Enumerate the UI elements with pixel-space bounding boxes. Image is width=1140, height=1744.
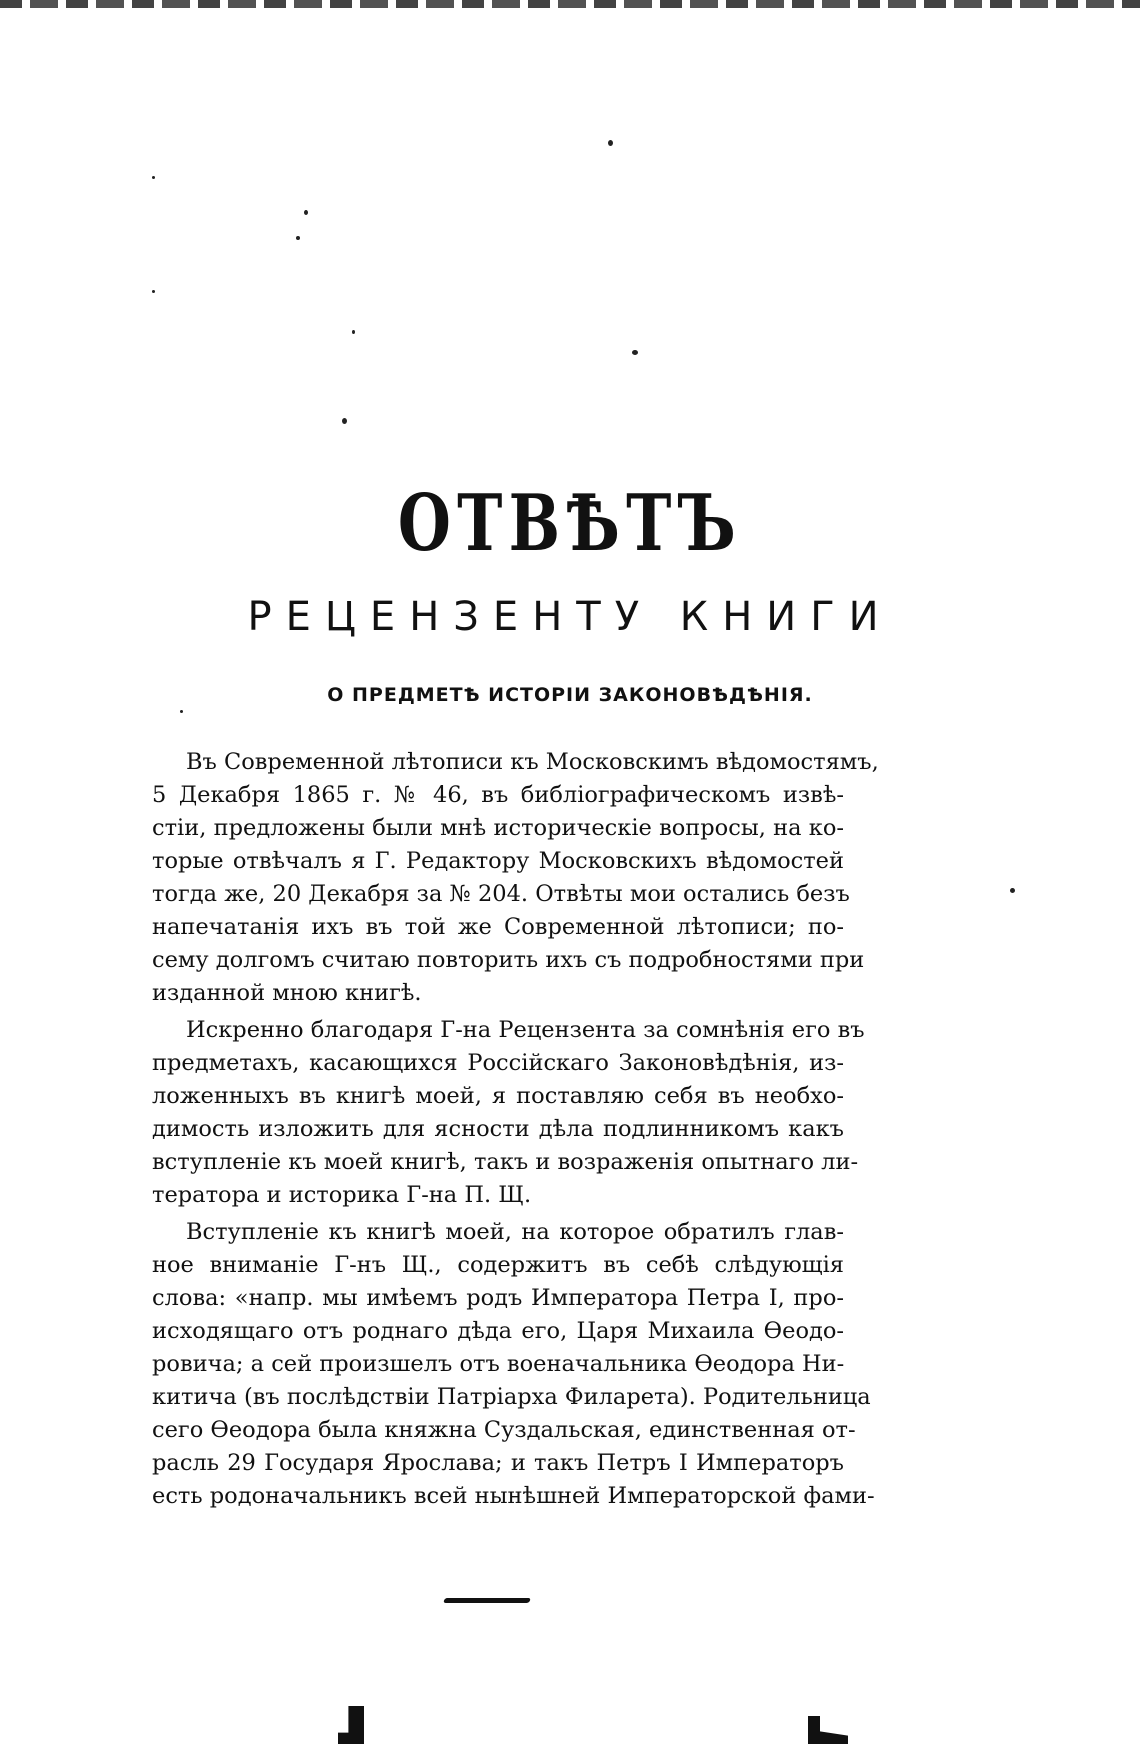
subject-line: О ПРЕДМЕТѢ ИСТОРІИ ЗАКОНОВѢДѢНІЯ. (327, 684, 813, 706)
page-subtitle: РЕЦЕНЗЕНТУ КНИГИ (247, 594, 893, 640)
text-line: есть родоначальникъ всей нынѣшней Императорской фами- (152, 1483, 875, 1509)
text-line: ное вниманіе Г-нъ Щ., содержитъ въ себѣ слѣдующія (152, 1252, 844, 1278)
paragraph (152, 1014, 865, 1212)
text-line: стіи, предложены были мнѣ историческіе вопросы, на ко- (152, 815, 844, 841)
text-line: слова: «напр. мы имѣемъ родъ Императора Петра I, про- (152, 1285, 844, 1311)
scan-speck (304, 210, 308, 215)
scan-edge-artifact (338, 1706, 364, 1744)
page-title: ОТВѢТЪ (397, 478, 743, 569)
text-line: сего Ѳеодора была княжна Суздальская, единственная от- (152, 1417, 856, 1443)
scan-speck (632, 350, 638, 355)
paragraph (152, 746, 879, 1010)
paragraph (152, 1216, 875, 1513)
scan-speck (608, 140, 613, 146)
text-line: ровича; а сей произшелъ отъ военачальника Ѳеодора Ни- (152, 1351, 845, 1377)
scan-speck (152, 176, 155, 179)
text-line: вступленіе къ моей книгѣ, такъ и возраженія опытнаго ли- (152, 1149, 859, 1175)
text-line: 5 Декабря 1865 г. № 46, въ библіографическомъ извѣ- (152, 782, 844, 808)
text-line: Искренно благодаря Г-на Рецензента за сомнѣнія его въ (186, 1017, 865, 1043)
scan-edge-artifact (0, 0, 1140, 8)
text-line: напечатанія ихъ въ той же Современной лѣтописи; по- (152, 914, 844, 940)
text-line: сему долгомъ считаю повторить ихъ съ подробностями при (152, 947, 865, 973)
scan-speck (342, 418, 347, 424)
text-line: предметахъ, касающихся Россійскаго Законовѣдѣнія, из- (152, 1050, 844, 1076)
scan-speck (352, 330, 355, 334)
scan-speck (296, 236, 300, 240)
text-line: тератора и историка Г-на П. Щ. (152, 1182, 532, 1208)
text-line: торые отвѣчалъ я Г. Редактору Московскихъ вѣдомостей (152, 848, 844, 874)
text-line: Вступленіе къ книгѣ моей, на которое обратилъ глав- (186, 1219, 844, 1245)
scan-edge-artifact (808, 1716, 848, 1744)
text-line: изданной мною книгѣ. (152, 980, 422, 1006)
body-text (152, 746, 879, 1513)
text-line: димость изложить для ясности дѣла подлинникомъ какъ (152, 1116, 844, 1142)
scan-speck (180, 710, 183, 713)
text-line: исходящаго отъ роднаго дѣда его, Царя Михаила Ѳеодо- (152, 1318, 844, 1344)
text-line: ложенныхъ въ книгѣ моей, я поставляю себя въ необхо- (152, 1083, 844, 1109)
text-line: Въ Современной лѣтописи къ Московскимъ вѣдомостямъ, (186, 749, 879, 775)
text-line: китича (въ послѣдствіи Патріарха Филарета). Родительница (152, 1384, 871, 1410)
scan-speck (152, 290, 155, 293)
text-line: тогда же, 20 Декабря за № 204. Отвѣты мои остались безъ (152, 881, 850, 907)
ink-dash-mark (443, 1598, 531, 1603)
scan-speck (1010, 888, 1015, 893)
text-line: расль 29 Государя Ярослава; и такъ Петръ I Императоръ (152, 1450, 844, 1476)
